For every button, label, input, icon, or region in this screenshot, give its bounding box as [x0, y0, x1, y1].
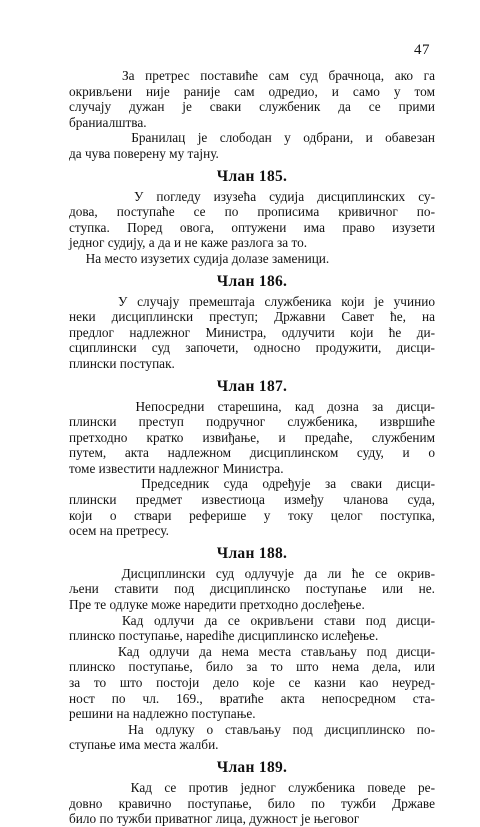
text-line: Дисциплински суд одлучује да ли ће се окрив-	[69, 565, 435, 581]
text-line: да чува поверену му тајну.	[69, 145, 219, 161]
text-line: предлог надлежног Министра, одлучити који ће ди-	[69, 324, 435, 340]
paragraph	[69, 644, 435, 722]
text-line: случају дужан је сваки службеник да се прими	[69, 99, 435, 115]
text-line: Бранилац је слободан у одбрани, и обавезан	[69, 130, 435, 146]
article-heading: Члан 188.	[216, 544, 288, 562]
paragraph	[69, 722, 435, 753]
page-number: 47	[414, 42, 430, 58]
text-line: путем, акта надлежном дисциплинском суду, и о	[69, 445, 435, 461]
page-body	[69, 68, 435, 827]
paragraph	[69, 189, 435, 251]
article-heading: Члан 187.	[216, 377, 288, 395]
paragraph	[69, 399, 435, 477]
text-line: У погледу изузећа судија дисциплинских су-	[69, 188, 435, 204]
text-line: осем на претресу.	[69, 523, 169, 539]
text-line: неки дисциплински преступ; Државни Савет ће, на	[69, 309, 435, 325]
text-line: окривљени није раније сам одредио, и само у том	[69, 83, 435, 99]
text-line: љени ставити под дисциплинско поступање или не.	[69, 581, 435, 597]
paragraph	[69, 251, 435, 267]
text-line: довно кравично поступање, било по тужби Државе	[69, 795, 435, 811]
text-line: томе известити надлежног Министра.	[69, 460, 284, 476]
text-line: У случају премештаја службеника који је учинио	[69, 293, 435, 309]
text-line: На место изузетих судија долазе заменици.	[69, 250, 330, 266]
article-heading: Члан 185.	[216, 167, 288, 185]
text-line: ступка. Поред овога, оптужени има право изузети	[69, 219, 435, 235]
text-line: Непосредни старешина, кад дозна за дисци-	[69, 398, 435, 414]
paragraph	[69, 68, 435, 130]
paragraph	[69, 294, 435, 372]
text-line: За претрес поставиће сам суд брачноца, ако га	[69, 68, 435, 83]
text-line: плински поступак.	[69, 355, 175, 371]
paragraph	[69, 130, 435, 161]
text-line: Кад се против једног службеника поведе ре-	[69, 779, 435, 795]
text-line: браниалштва.	[69, 114, 147, 130]
text-line: претходно кратко извиђање, и предаће, службеним	[69, 429, 435, 445]
text-line: било по тужби приватног лица, дужност је његовог	[69, 811, 360, 827]
paragraph	[69, 780, 435, 827]
text-line: сциплински суд започети, односно продужити, дисци-	[69, 340, 435, 356]
article-heading: Члан 186.	[216, 272, 288, 290]
text-line: за то што постоји дело које се казни као неуред-	[69, 675, 435, 690]
text-line: плински предмет известиоца између чланова суда,	[69, 492, 435, 508]
text-line: једног судију, а да и не каже разлога за то.	[69, 235, 308, 251]
text-line: плинско поступање, нарediће дисциплинско ислеђење.	[69, 628, 379, 644]
paragraph	[69, 476, 435, 538]
paragraph	[69, 613, 435, 644]
article-heading: Члан 189.	[216, 758, 288, 776]
text-line: који о ствари реферише у току целог поступка,	[69, 507, 435, 523]
text-line: Председник суда одређује за сваки дисци-	[69, 476, 435, 492]
text-line: ступање има места жалби.	[69, 737, 219, 753]
text-line: плинско поступање, било за то што нема дела, или	[69, 659, 435, 675]
text-line: дова, поступаће се по прописима кривичног по-	[69, 204, 435, 220]
paragraph	[69, 566, 435, 613]
text-line: решини на надлежно поступање.	[69, 706, 256, 722]
text-line: Кад одлучи да нема места стављању под дисци-	[69, 643, 435, 659]
text-line: ност по чл. 169., вратиће акта непосредном ста-	[69, 690, 435, 706]
text-line: плински преступ подручног службеника, извршиће	[69, 414, 435, 430]
text-line: На одлуку о стављању под дисциплинско по-	[69, 721, 435, 737]
text-line: Кад одлучи да се окривљени стави под дисци-	[69, 612, 435, 628]
text-line: Пре те одлуке може наредити претходно дослеђење.	[69, 597, 365, 613]
